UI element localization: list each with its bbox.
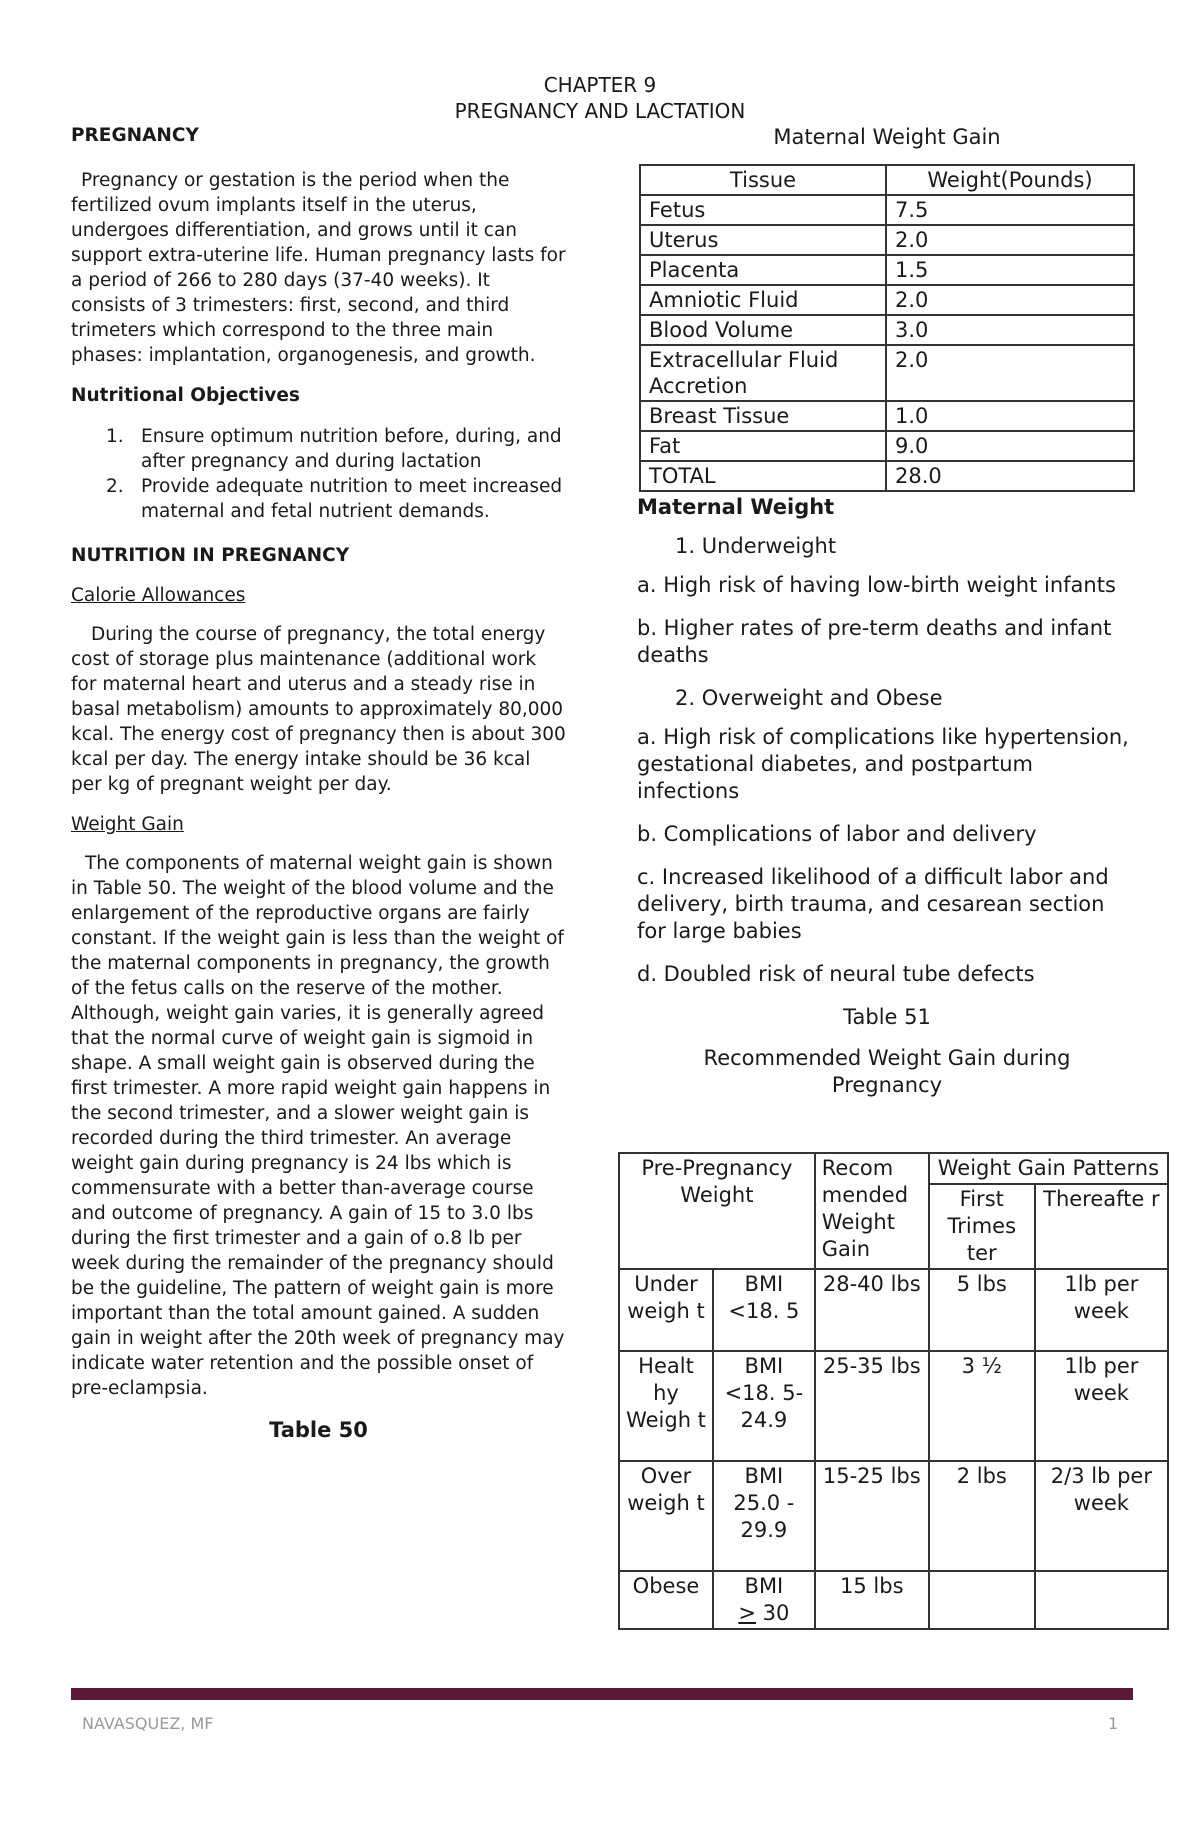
- table50-title: Maternal Weight Gain: [773, 125, 1001, 149]
- maternal-weight-gain-table: [639, 164, 1135, 492]
- table-header-row: [640, 165, 1134, 195]
- table-row: [619, 1571, 1168, 1629]
- table-cell: 2.0: [886, 345, 1134, 401]
- overweight-point-a: a. High risk of complications like hypertension, gestational diabetes, and postpartum infections: [637, 725, 1129, 803]
- overweight-point-b: b. Complications of labor and delivery: [637, 822, 1037, 846]
- table-cell: Placenta: [640, 255, 886, 285]
- table-cell: 1lb per week: [1035, 1351, 1168, 1461]
- table-cell: Extracellular Fluid Accretion: [640, 345, 886, 401]
- left-column: [71, 124, 566, 1443]
- table-cell: Amniotic Fluid: [640, 285, 886, 315]
- table-row: [640, 195, 1134, 225]
- table-cell: Healt hy Weigh t: [619, 1351, 713, 1461]
- footer-author: NAVASQUEZ, MF: [82, 1714, 214, 1733]
- weight-gain-paragraph: The components of maternal weight gain is shown in Table 50. The weight of the blood volume and the enlargement of the reproductive organs are fairly constant. If the weight gain is less than the weight of the maternal components in pregnancy, the growth of the fetus calls on the reserve of the mother. Although, weight gain varies, it is generally agreed that the normal curve of weight gain is sigmoid in shape. A small weight gain is observed during the first trimester. A more rapid weight gain happens in the second trimester, and a slower weight gain is recorded during the third trimester. An average weight gain during pregnancy is 24 lbs which is commensurate with a better than-average course and outcome of pregnancy. A gain of 15 to 3.0 lbs during the first trimester and a gain of o.8 lb per week during the remainder of the pregnancy should be the guideline, The pattern of weight gain is more important than the total amount gained. A sudden gain in weight after the 20th week of pregnancy may indicate water retention and the possible onset of pre-eclampsia.: [71, 853, 565, 1399]
- table-cell: BMI <18. 5: [713, 1269, 815, 1351]
- table-row: [640, 285, 1134, 315]
- table-cell: BMI > 30: [713, 1571, 815, 1629]
- overweight-point-c: c. Increased likelihood of a difficult labor and delivery, birth trauma, and cesarean section for large babies: [637, 865, 1109, 943]
- objective-item: 1. Ensure optimum nutrition before, during, and after pregnancy and during lactation: [106, 426, 562, 472]
- table51-title: Recommended Weight Gain during Pregnancy: [703, 1046, 1071, 1097]
- table-cell: 1.5: [886, 255, 1134, 285]
- table-header-cell: Weight Gain Patterns: [929, 1153, 1168, 1184]
- table-cell: Fetus: [640, 195, 886, 225]
- table-cell: 28-40 lbs: [815, 1269, 929, 1351]
- objectives-heading: Nutritional Objectives: [71, 385, 300, 406]
- footer-bar: [71, 1688, 1133, 1700]
- table-cell: 2.0: [886, 225, 1134, 255]
- underweight-point-a: a. High risk of having low-birth weight infants: [637, 573, 1116, 597]
- nutrition-in-pregnancy-heading: NUTRITION IN PREGNANCY: [71, 545, 350, 566]
- table-row: [640, 461, 1134, 491]
- calorie-paragraph: During the course of pregnancy, the total energy cost of storage plus maintenance (additional work for maternal heart and uterus and a steady rise in basal metabolism) amounts to approximately 80,000 kcal. The energy cost of pregnancy then is about 300 kcal per day. The energy intake should be 36 kcal per kg of pregnant weight per day.: [71, 624, 566, 795]
- table-cell: 15-25 lbs: [815, 1461, 929, 1571]
- underweight-item: 1. Underweight: [675, 534, 837, 558]
- table-cell: 3.0: [886, 315, 1134, 345]
- chapter-header: [0, 72, 1200, 124]
- table-header-cell: First Trimes ter: [929, 1184, 1035, 1269]
- objective-item: 2. Provide adequate nutrition to meet increased maternal and fetal nutrient demands.: [106, 476, 563, 522]
- table-header-cell: Pre-Pregnancy Weight: [619, 1153, 815, 1269]
- table-cell: 15 lbs: [815, 1571, 929, 1629]
- table-row: [640, 431, 1134, 461]
- chapter-number: CHAPTER 9: [543, 73, 657, 97]
- table-row: [619, 1461, 1168, 1571]
- maternal-weight-heading: Maternal Weight: [637, 495, 835, 519]
- table-cell: Breast Tissue: [640, 401, 886, 431]
- table-row: [619, 1269, 1168, 1351]
- table-row: [619, 1351, 1168, 1461]
- table-header-row: [619, 1153, 1168, 1184]
- pregnancy-paragraph: Pregnancy or gestation is the period when the fertilized ovum implants itself in the uterus, undergoes differentiation, and grows until it can support extra-uterine life. Human pregnancy lasts for a period of 266 to 280 days (37-40 weeks). It consists of 3 trimesters: first, second, and third trimeters which correspond to the three main phases: implantation, organogenesis, and growth.: [71, 170, 566, 366]
- table-header-cell: Weight(Pounds): [886, 165, 1134, 195]
- table-cell: 2/3 lb per week: [1035, 1461, 1168, 1571]
- table-cell: Blood Volume: [640, 315, 886, 345]
- table-cell: BMI 25.0 - 29.9: [713, 1461, 815, 1571]
- table-cell: 28.0: [886, 461, 1134, 491]
- table51-label: Table 51: [843, 1005, 931, 1029]
- table-cell: 9.0: [886, 431, 1134, 461]
- overweight-item: 2. Overweight and Obese: [675, 686, 943, 710]
- weight-gain-heading: Weight Gain: [71, 814, 184, 835]
- table-cell: [1035, 1571, 1168, 1629]
- page-number: 1: [1108, 1714, 1119, 1733]
- table-header-cell: Tissue: [640, 165, 886, 195]
- table-cell: 25-35 lbs: [815, 1351, 929, 1461]
- right-column: [637, 124, 1137, 1103]
- table-cell: 1lb per week: [1035, 1269, 1168, 1351]
- table-cell: BMI <18. 5- 24.9: [713, 1351, 815, 1461]
- table-header-cell: Thereafte r: [1035, 1184, 1168, 1269]
- table-cell: Uterus: [640, 225, 886, 255]
- table-header-cell: Recom mended Weight Gain: [815, 1153, 929, 1269]
- table-cell: 3 ½: [929, 1351, 1035, 1461]
- table-cell: Fat: [640, 431, 886, 461]
- table-cell: TOTAL: [640, 461, 886, 491]
- table-cell: [929, 1571, 1035, 1629]
- chapter-title: PREGNANCY AND LACTATION: [454, 99, 746, 123]
- table50-label: Table 50: [269, 1418, 368, 1442]
- table-cell: Over weigh t: [619, 1461, 713, 1571]
- objectives-list: [71, 424, 566, 524]
- table-cell: Obese: [619, 1571, 713, 1629]
- table-row: [640, 401, 1134, 431]
- table-row: [640, 315, 1134, 345]
- underweight-point-b: b. Higher rates of pre-term deaths and infant deaths: [637, 616, 1112, 667]
- table-cell: Under weigh t: [619, 1269, 713, 1351]
- overweight-point-d: d. Doubled risk of neural tube defects: [637, 962, 1035, 986]
- table-cell: 5 lbs: [929, 1269, 1035, 1351]
- table-cell: 7.5: [886, 195, 1134, 225]
- table-row: [640, 255, 1134, 285]
- table-row: [640, 225, 1134, 255]
- recommended-weight-gain-table: [618, 1152, 1169, 1630]
- calorie-allowances-heading: Calorie Allowances: [71, 585, 246, 606]
- pregnancy-heading: PREGNANCY: [71, 125, 199, 146]
- table-cell: 1.0: [886, 401, 1134, 431]
- table-row: [640, 345, 1134, 401]
- table-cell: 2.0: [886, 285, 1134, 315]
- table-cell: 2 lbs: [929, 1461, 1035, 1571]
